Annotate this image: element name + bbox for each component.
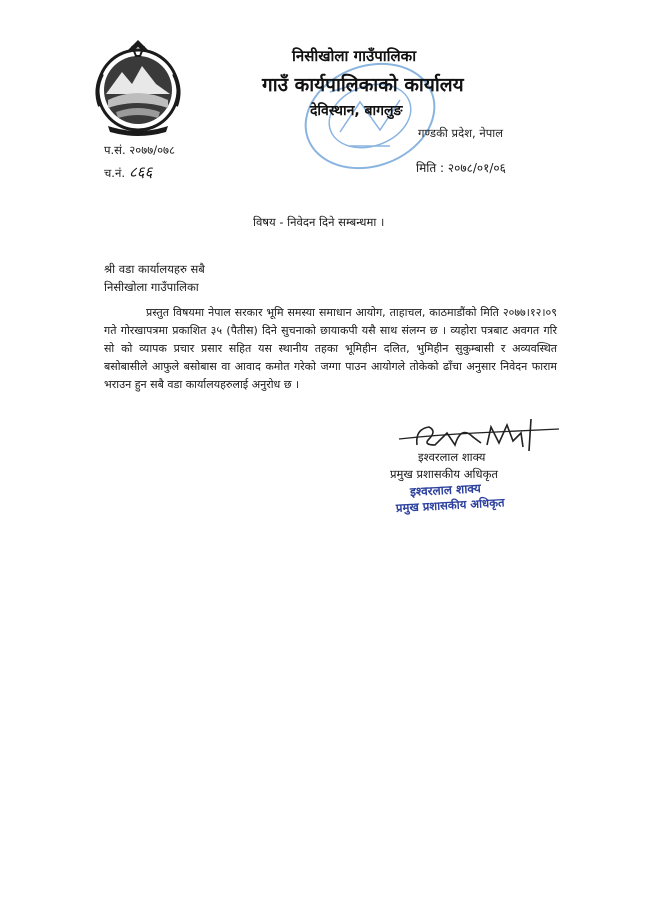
signer-name: इश्वरलाल शाक्य (418, 450, 486, 464)
body-paragraph: प्रस्तुत विषयमा नेपाल सरकार भूमि समस्या समाधान आयोग, ताहाचल, काठमाडौंको मिति २०७७।१२।०९ गते गोरखापत्रमा प्रकाशित ३५ (पैतीस) दिने सुचनाको छायाकपी यसै साथ संलग्न छ । व्यहोरा पत्रबाट अवगत गरि सो को व्यापक प्रचार प्रसार सहित यस स्थानीय तहका भूमिहीन दलित, भुमिहीन सुकुम्बासी र अव्यवस्थित बसोबासीले आफुले बसोबास वा आवाद कमोत गरेको जग्गा पाउन आयोगले तोकेको ढाँचा अनुसार निवेदन फाराम भराउन हुन सबै वडा कार्यालयहरुलाई अनुरोध छ । (104, 306, 557, 391)
reference-number: प.सं. २०७७/०७८ (104, 143, 176, 157)
office-name: निसीखोला गाउँपालिका (292, 47, 417, 65)
name-stamp: इश्वरलाल शाक्य (409, 481, 482, 499)
subject-line: विषय - निवेदन दिने सम्बन्धमा । (253, 215, 385, 229)
post-stamp: प्रमुख प्रशासकीय अधिकृत (395, 495, 505, 515)
dispatch-value: ८६६ (129, 163, 153, 181)
dispatch-label: च.नं. (104, 166, 125, 180)
office-address: देविस्थान, बागलुङ (310, 103, 403, 119)
province: गण्डकी प्रदेश, नेपाल (418, 126, 504, 140)
office-title: गाउँ कार्यपालिकाको कार्यालय (262, 74, 464, 96)
dispatch-number (104, 162, 152, 182)
letter-date: मिति : २०७८/०१/०६ (416, 161, 506, 175)
signer-post: प्रमुख प्रशासकीय अधिकृत (390, 467, 498, 481)
nepal-emblem-icon (88, 36, 188, 136)
addressee-line-1: श्री वडा कार्यालयहरु सबै (104, 262, 205, 276)
letter-body (104, 304, 557, 394)
addressee-line-2: निसीखोला गाउँपालिका (104, 280, 199, 294)
